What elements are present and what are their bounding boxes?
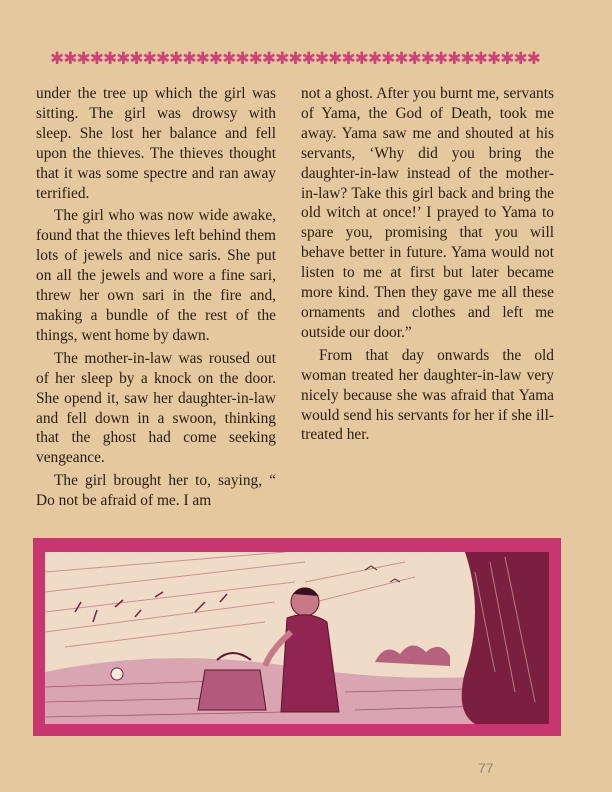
right-text-column <box>301 84 554 445</box>
illustration-drawing <box>45 552 549 724</box>
page-number: 77 <box>478 760 494 776</box>
paragraph: The girl who was now wide awake, found that the thieves left behind them lots of jewels and nice saris. She put on all the jewels and wore a fine sari, threw her own sari in the fire and, making a bundle of the rest of the things, went home by dawn. <box>36 207 276 344</box>
left-text-column <box>36 84 276 511</box>
paragraph: From that day onwards the old woman treated her daughter-in-law very nicely because she was afraid that Yama would send his servants for her if she ill-treated her. <box>301 346 554 444</box>
paragraph: The mother-in-law was roused out of her sleep by a knock on the door. She opend it, saw her daughter-in-law and fell down in a swoon, thinking that the ghost had come seeking vengeance. <box>36 349 276 467</box>
paragraph: The girl brought her to, saying, “ Do not be afraid of me. I am <box>36 472 276 510</box>
story-illustration <box>33 538 561 736</box>
paragraph: under the tree up which the girl was sitting. The girl was drowsy with sleep. She lost her balance and fell upon the thieves. The thieves thought that it was some spectre and ran away terrified. <box>36 85 276 202</box>
paragraph: not a ghost. After you burnt me, servants of Yama, the God of Death, took me away. Yama saw me and shouted at his servants, ‘Why did you bring the daughter-in-law instead of the mother-in-law? Take this girl back and bring the old witch at once!’ I prayed to Yama to spare you, promising that you will behave better in future. Yama would not listen to me at first but later became more kind. Then they gave me all these ornaments and clothes and left me outside our door.” <box>301 85 554 341</box>
decorative-star-border: ✱✱✱✱✱✱✱✱✱✱✱✱✱✱✱✱✱✱✱✱✱✱✱✱✱✱✱✱✱✱✱✱✱✱✱✱✱ <box>49 49 541 69</box>
